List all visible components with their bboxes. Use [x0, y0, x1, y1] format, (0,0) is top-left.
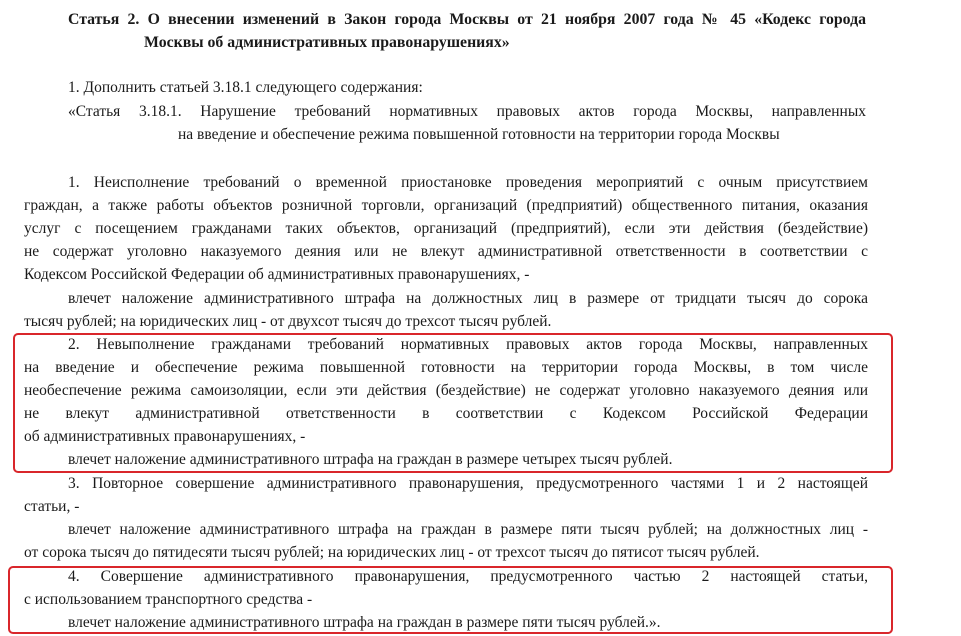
- part3-line-2: статьи, -: [24, 498, 80, 515]
- part1-penalty-line-2: тысяч рублей; на юридических лиц - от двухсот тысяч до трехсот тысяч рублей.: [24, 313, 552, 330]
- part2-line-4: не влекут административной ответственности в соответствии с Кодексом Российской Федерации: [24, 405, 868, 422]
- part1-line-3: услуг с посещением гражданами таких объектов, организаций (предприятий), если эти действия (бездействие): [24, 220, 868, 237]
- part1-line-1: 1. Неисполнение требований о временной приостановке проведения мероприятий с очным присутствием: [68, 174, 868, 191]
- part1-line-4: не содержат уголовно наказуемого деяния или не влекут административной ответственности в соответствии с: [24, 243, 868, 260]
- part2-line-2: на введение и обеспечение режима повышенной готовности на территории города Москвы, в том числе: [24, 359, 868, 376]
- part3-line-1: 3. Повторное совершение административного правонарушения, предусмотренного частями 1 и 2 настоящей: [68, 475, 868, 492]
- part2-line-1: 2. Невыполнение гражданами требований нормативных правовых актов города Москвы, направленных: [68, 336, 868, 353]
- part4-line-2: с использованием транспортного средства -: [24, 591, 313, 608]
- article-title-line-2: на введение и обеспечение режима повышенной готовности на территории города Москвы: [178, 126, 780, 143]
- heading-line-1: Статья 2. О внесении изменений в Закон города Москвы от 21 ноября 2007 года № 45 «Кодекс города: [68, 11, 866, 28]
- part1-line-2: граждан, а также работы объектов розничной торговли, организаций (предприятий) общественного питания, оказания: [24, 197, 868, 214]
- heading-line-2: Москвы об административных правонарушениях»: [144, 34, 510, 51]
- part3-penalty-line-1: влечет наложение административного штрафа на граждан в размере пяти тысяч рублей; на должностных лиц -: [68, 521, 868, 538]
- intro-line: 1. Дополнить статьей 3.18.1 следующего содержания:: [68, 79, 423, 96]
- part2-line-3: необеспечение режима самоизоляции, если эти действия (бездействие) не содержат уголовно наказуемого деяния или: [24, 382, 868, 399]
- part4-line-1: 4. Совершение административного правонарушения, предусмотренного частью 2 настоящей статьи,: [68, 568, 868, 585]
- part3-penalty-line-2: от сорока тысяч до пятидесяти тысяч рублей; на юридических лиц - от трехсот тысяч до пятисот тысяч рублей.: [24, 544, 760, 561]
- part1-penalty-line-1: влечет наложение административного штрафа на должностных лиц в размере от тридцати тысяч до сорока: [68, 290, 868, 307]
- part2-line-5: об административных правонарушениях, -: [24, 428, 306, 445]
- article-title-line-1: «Статья 3.18.1. Нарушение требований нормативных правовых актов города Москвы, направленных: [68, 103, 866, 120]
- part2-penalty: влечет наложение административного штрафа на граждан в размере четырех тысяч рублей.: [68, 451, 673, 468]
- part1-line-5: Кодексом Российской Федерации об административных правонарушениях, -: [24, 266, 530, 283]
- part4-penalty: влечет наложение административного штрафа на граждан в размере пяти тысяч рублей.».: [68, 614, 661, 631]
